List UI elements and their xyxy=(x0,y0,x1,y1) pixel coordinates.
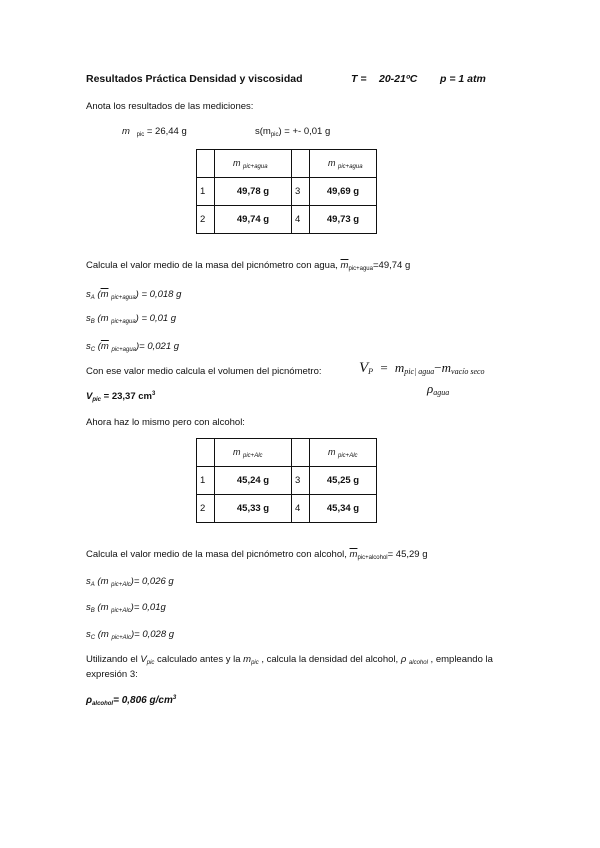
table-row: 2 45,33 g 4 45,34 g xyxy=(197,495,377,523)
mass-uncertainty-line xyxy=(255,126,330,138)
page-title: Resultados Práctica Densidad y viscosidad xyxy=(86,73,303,85)
water-table xyxy=(196,149,377,234)
volume-instruction: Con ese valor medio calcula el volumen del picnómetro: xyxy=(86,366,322,377)
uncertainty-value: ) = +- 0,01 g xyxy=(278,126,331,137)
volume-formula-denominator: $\rho_{agua}$ xyxy=(427,381,450,397)
mean-water-symbol: $\overline{m}$ xyxy=(340,260,349,271)
alcohol-intro: Ahora haz lo mismo pero con alcohol: xyxy=(86,417,245,428)
temperature-label: T = xyxy=(351,73,367,85)
mass-symbol: m xyxy=(122,126,130,137)
sb-water-line: $s_B$ (m $_{pic+agua}$) = 0,01 g xyxy=(86,313,177,325)
sc-water-line: $s_C$ ($\overline{m}$ $_{pic+agua}$)= 0,021 g xyxy=(86,341,180,353)
sb-alcohol-line: $s_B$ (m $_{pic+Alc}$)= 0,01g xyxy=(86,602,166,614)
table-row: 2 49,74 g 4 49,73 g xyxy=(197,206,377,234)
uncertainty-sub: pic xyxy=(270,132,279,138)
mean-alcohol-symbol: $\overline{m}$ xyxy=(349,549,358,560)
density-instruction: Utilizando el $V_{pic}$ calculado antes y la $m_{pic}$ , calcula la densidad del alcohol, ρ $_{alcohol}$ , empleando la xyxy=(86,654,493,666)
mean-water-line: Calcula el valor medio de la masa del picnómetro con agua, $\overline{m}_{pic+agua}=49,74$ g xyxy=(86,260,411,272)
sa-water-line: $s_A$ ($\overline{m}$ $_{pic+agua}$) = 0,018 g xyxy=(86,289,182,301)
sc-alcohol-line: $s_C$ (m $_{pic+Alc}$)= 0,028 g xyxy=(86,629,175,641)
table-row: 1 49,78 g 3 49,69 g xyxy=(197,178,377,206)
temperature-value: 20-21ºC xyxy=(379,73,418,85)
table-row: 1 45,24 g 3 45,25 g xyxy=(197,467,377,495)
alcohol-table xyxy=(196,438,377,523)
water-col-header-2: m $_{pic+agua}$ xyxy=(328,157,363,170)
uncertainty-prefix: s(m xyxy=(255,126,271,137)
alcohol-col-header-1: m $_{pic+Alc}$ xyxy=(233,446,263,459)
sa-alcohol-line: $s_A$ (m $_{pic+Alc}$)= 0,026 g xyxy=(86,576,174,588)
volume-formula: $V_P = m_{pic| agua}-m_{vacío seco}$ xyxy=(359,360,485,376)
pressure-value: p = 1 atm xyxy=(440,73,486,85)
mean-alcohol-line: Calcula el valor medio de la masa del picnómetro con alcohol, $\overline{m}_{pic+alcohol}= 45,29$ g xyxy=(86,549,428,561)
mass-sub: pic xyxy=(136,132,145,138)
alcohol-col-header-2: m $_{pic+Alc}$ xyxy=(328,446,358,459)
density-instruction-line2: expresión 3: xyxy=(86,669,138,680)
water-col-header-1: m $_{pic+agua}$ xyxy=(233,157,268,170)
intro-text: Anota los resultados de las mediciones: xyxy=(86,101,254,112)
volume-result: $V_{pic} = 23,37$ $cm^3$ xyxy=(86,391,156,403)
density-result: $\rho_{alcohol}= 0,806$ $g/cm^3$ xyxy=(86,695,177,707)
mass-pic-line xyxy=(122,126,187,138)
mass-value: = 26,44 g xyxy=(146,126,187,137)
